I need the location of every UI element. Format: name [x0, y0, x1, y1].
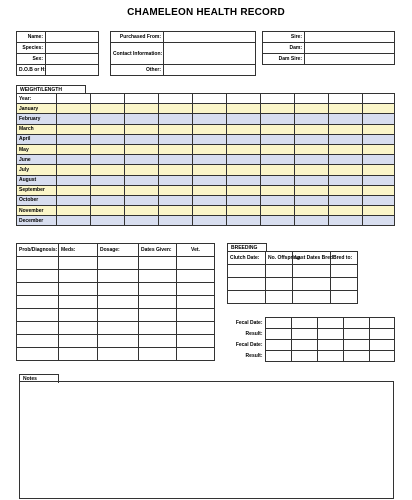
breeding-cell[interactable]	[228, 291, 266, 304]
fecal-cell[interactable]	[317, 340, 343, 351]
fecal-cell[interactable]	[291, 318, 317, 329]
weight-cell[interactable]	[125, 114, 159, 124]
month-label: February	[17, 114, 57, 124]
month-label: May	[17, 144, 57, 154]
fecal-cell[interactable]	[343, 351, 369, 362]
diagnosis-cell[interactable]	[139, 348, 177, 361]
weight-cell[interactable]	[159, 175, 193, 185]
diagnosis-cell[interactable]	[59, 283, 98, 296]
diagnosis-cell[interactable]	[17, 257, 59, 270]
weight-cell[interactable]	[125, 104, 159, 114]
fecal-row-label: Result:	[245, 353, 263, 359]
weight-cell[interactable]	[329, 216, 363, 226]
weight-cell[interactable]	[329, 144, 363, 154]
pet-info-table	[16, 31, 99, 76]
weight-table	[16, 93, 395, 226]
weight-cell[interactable]	[125, 144, 159, 154]
diagnosis-cell[interactable]	[177, 309, 215, 322]
weight-cell[interactable]	[295, 155, 329, 165]
diagnosis-cell[interactable]	[17, 348, 59, 361]
diagnosis-cell[interactable]	[177, 322, 215, 335]
weight-cell[interactable]	[329, 206, 363, 216]
weight-cell[interactable]	[91, 195, 125, 205]
weight-cell[interactable]	[125, 165, 159, 175]
weight-cell[interactable]	[91, 155, 125, 165]
weight-cell[interactable]	[295, 104, 329, 114]
weight-cell[interactable]	[261, 165, 295, 175]
month-label: January	[17, 104, 57, 114]
fecal-row-label: Fecal Date:	[235, 320, 263, 326]
breeding-header: No. Offspring	[266, 252, 293, 265]
weight-cell[interactable]	[125, 155, 159, 165]
dam-sire-field[interactable]	[305, 54, 395, 65]
diagnosis-cell[interactable]	[17, 296, 59, 309]
year-cell[interactable]	[261, 94, 295, 104]
weight-cell[interactable]	[57, 124, 91, 134]
fecal-cell[interactable]	[369, 318, 394, 329]
diagnosis-cell[interactable]	[59, 257, 98, 270]
weight-cell[interactable]	[193, 134, 227, 144]
breeding-cell[interactable]	[228, 265, 266, 278]
breeding-header: Bred to:	[331, 252, 358, 265]
breeding-cell[interactable]	[293, 278, 331, 291]
weight-cell[interactable]	[363, 185, 395, 195]
weight-cell[interactable]	[159, 195, 193, 205]
weight-cell[interactable]	[159, 104, 193, 114]
diagnosis-cell[interactable]	[98, 283, 139, 296]
weight-cell[interactable]	[261, 155, 295, 165]
weight-cell[interactable]	[193, 124, 227, 134]
other-field[interactable]	[164, 65, 256, 76]
weight-cell[interactable]	[159, 216, 193, 226]
breeding-cell[interactable]	[266, 278, 293, 291]
notes-tab: Notes	[19, 374, 59, 383]
fecal-cell[interactable]	[317, 329, 343, 340]
weight-cell[interactable]	[57, 104, 91, 114]
weight-cell[interactable]	[363, 134, 395, 144]
weight-cell[interactable]	[295, 134, 329, 144]
sex-field[interactable]	[46, 54, 99, 65]
weight-cell[interactable]	[363, 195, 395, 205]
fecal-cell[interactable]	[343, 340, 369, 351]
diagnosis-cell[interactable]	[98, 296, 139, 309]
weight-cell[interactable]	[159, 185, 193, 195]
weight-cell[interactable]	[125, 206, 159, 216]
weight-cell[interactable]	[91, 175, 125, 185]
weight-cell[interactable]	[363, 216, 395, 226]
sire-label: Sire:	[263, 32, 305, 43]
breeding-cell[interactable]	[228, 278, 266, 291]
weight-cell[interactable]	[193, 155, 227, 165]
year-cell[interactable]	[57, 94, 91, 104]
year-cell[interactable]	[295, 94, 329, 104]
weight-cell[interactable]	[227, 175, 261, 185]
weight-cell[interactable]	[193, 216, 227, 226]
diagnosis-cell[interactable]	[17, 309, 59, 322]
fecal-cell[interactable]	[265, 329, 291, 340]
diagnosis-cell[interactable]	[98, 322, 139, 335]
breeding-table	[227, 251, 358, 304]
fecal-cell[interactable]	[265, 318, 291, 329]
diagnosis-cell[interactable]	[59, 270, 98, 283]
weight-cell[interactable]	[363, 165, 395, 175]
month-label: July	[17, 165, 57, 175]
year-cell[interactable]	[363, 94, 395, 104]
diagnosis-header: Vet.	[177, 244, 215, 257]
breeding-cell[interactable]	[266, 265, 293, 278]
page-title: CHAMELEON HEALTH RECORD	[127, 7, 285, 18]
weight-cell[interactable]	[227, 155, 261, 165]
weight-cell[interactable]	[159, 155, 193, 165]
weight-cell[interactable]	[125, 195, 159, 205]
weight-cell[interactable]	[57, 155, 91, 165]
weight-cell[interactable]	[295, 195, 329, 205]
weight-cell[interactable]	[363, 144, 395, 154]
year-cell[interactable]	[329, 94, 363, 104]
weight-cell[interactable]	[295, 216, 329, 226]
diagnosis-cell[interactable]	[139, 257, 177, 270]
diagnosis-header: Dosage:	[98, 244, 139, 257]
weight-cell[interactable]	[125, 175, 159, 185]
weight-cell[interactable]	[125, 124, 159, 134]
weight-cell[interactable]	[329, 185, 363, 195]
weight-cell[interactable]	[91, 185, 125, 195]
breeding-cell[interactable]	[331, 278, 358, 291]
diagnosis-cell[interactable]	[177, 283, 215, 296]
fecal-cell[interactable]	[265, 340, 291, 351]
diagnosis-header: Meds:	[59, 244, 98, 257]
breeding-cell[interactable]	[331, 291, 358, 304]
weight-cell[interactable]	[363, 175, 395, 185]
dob-label: D.O.B or H:	[17, 65, 46, 76]
contact-info-label: Contact Information:	[111, 43, 164, 65]
weight-cell[interactable]	[193, 195, 227, 205]
diagnosis-cell[interactable]	[177, 296, 215, 309]
weight-cell[interactable]	[295, 144, 329, 154]
month-label: November	[17, 206, 57, 216]
diagnosis-cell[interactable]	[177, 257, 215, 270]
weight-cell[interactable]	[329, 165, 363, 175]
weight-cell[interactable]	[329, 124, 363, 134]
weight-cell[interactable]	[227, 195, 261, 205]
diagnosis-cell[interactable]	[98, 270, 139, 283]
weight-cell[interactable]	[57, 114, 91, 124]
weight-cell[interactable]	[159, 124, 193, 134]
weight-cell[interactable]	[295, 185, 329, 195]
weight-cell[interactable]	[91, 104, 125, 114]
diagnosis-cell[interactable]	[139, 309, 177, 322]
weight-cell[interactable]	[295, 165, 329, 175]
diagnosis-cell[interactable]	[98, 309, 139, 322]
weight-cell[interactable]	[363, 124, 395, 134]
diagnosis-cell[interactable]	[139, 296, 177, 309]
fecal-cell[interactable]	[291, 340, 317, 351]
weight-cell[interactable]	[57, 165, 91, 175]
fecal-cell[interactable]	[369, 329, 394, 340]
species-field[interactable]	[46, 43, 99, 54]
weight-cell[interactable]	[57, 185, 91, 195]
parents-table	[262, 31, 395, 65]
weight-cell[interactable]	[159, 134, 193, 144]
weight-cell[interactable]	[57, 216, 91, 226]
weight-cell[interactable]	[193, 185, 227, 195]
fecal-row-label: Result:	[245, 331, 263, 337]
dam-field[interactable]	[305, 43, 395, 54]
weight-cell[interactable]	[261, 195, 295, 205]
dam-sire-label: Dam Sire:	[263, 54, 305, 65]
weight-cell[interactable]	[91, 134, 125, 144]
fecal-cell[interactable]	[343, 329, 369, 340]
weight-cell[interactable]	[91, 165, 125, 175]
weight-cell[interactable]	[193, 144, 227, 154]
weight-cell[interactable]	[261, 124, 295, 134]
weight-cell[interactable]	[57, 195, 91, 205]
weight-cell[interactable]	[125, 216, 159, 226]
weight-cell[interactable]	[363, 155, 395, 165]
weight-cell[interactable]	[227, 114, 261, 124]
diagnosis-cell[interactable]	[59, 335, 98, 348]
contact-info-field[interactable]	[164, 43, 256, 65]
year-cell[interactable]	[125, 94, 159, 104]
fecal-cell[interactable]	[291, 329, 317, 340]
diagnosis-cell[interactable]	[139, 335, 177, 348]
weight-cell[interactable]	[261, 206, 295, 216]
month-label: June	[17, 155, 57, 165]
weight-cell[interactable]	[91, 216, 125, 226]
weight-cell[interactable]	[261, 104, 295, 114]
weight-cell[interactable]	[295, 175, 329, 185]
weight-cell[interactable]	[57, 206, 91, 216]
weight-cell[interactable]	[261, 185, 295, 195]
weight-cell[interactable]	[329, 175, 363, 185]
diagnosis-cell[interactable]	[17, 270, 59, 283]
diagnosis-header: Prob/Diagnosis:	[17, 244, 59, 257]
diagnosis-cell[interactable]	[17, 335, 59, 348]
breeding-header: Last Dates Bred:	[293, 252, 331, 265]
diagnosis-cell[interactable]	[177, 335, 215, 348]
weight-cell[interactable]	[159, 206, 193, 216]
diagnosis-cell[interactable]	[59, 296, 98, 309]
sex-label: Sex:	[17, 54, 46, 65]
breeding-tab: BREEDING	[227, 243, 267, 252]
notes-area[interactable]	[19, 381, 394, 499]
fecal-table	[227, 317, 395, 362]
breeding-cell[interactable]	[293, 291, 331, 304]
fecal-cell[interactable]	[369, 340, 394, 351]
diagnosis-cell[interactable]	[98, 257, 139, 270]
weight-cell[interactable]	[227, 144, 261, 154]
diagnosis-table	[16, 243, 215, 361]
weight-cell[interactable]	[193, 104, 227, 114]
diagnosis-cell[interactable]	[98, 335, 139, 348]
weight-cell[interactable]	[363, 114, 395, 124]
purchased-from-field[interactable]	[164, 32, 256, 43]
weight-cell[interactable]	[329, 134, 363, 144]
weight-cell[interactable]	[159, 165, 193, 175]
weight-tab: WEIGHT/LENGTH	[16, 85, 86, 94]
weight-cell[interactable]	[193, 165, 227, 175]
purchased-from-label: Purchased From:	[111, 32, 164, 43]
year-label: Year:	[17, 94, 57, 104]
dob-field[interactable]	[46, 65, 99, 76]
weight-cell[interactable]	[227, 104, 261, 114]
weight-cell[interactable]	[261, 144, 295, 154]
weight-cell[interactable]	[193, 114, 227, 124]
diagnosis-cell[interactable]	[59, 309, 98, 322]
weight-cell[interactable]	[227, 216, 261, 226]
month-label: March	[17, 124, 57, 134]
diagnosis-cell[interactable]	[139, 283, 177, 296]
fecal-row-label: Fecal Date:	[235, 342, 263, 348]
weight-cell[interactable]	[363, 206, 395, 216]
month-label: December	[17, 216, 57, 226]
month-label: April	[17, 134, 57, 144]
year-cell[interactable]	[159, 94, 193, 104]
diagnosis-cell[interactable]	[17, 322, 59, 335]
weight-cell[interactable]	[91, 144, 125, 154]
weight-cell[interactable]	[159, 114, 193, 124]
weight-cell[interactable]	[329, 195, 363, 205]
weight-cell[interactable]	[261, 175, 295, 185]
diagnosis-cell[interactable]	[139, 322, 177, 335]
year-cell[interactable]	[193, 94, 227, 104]
weight-cell[interactable]	[57, 144, 91, 154]
weight-cell[interactable]	[227, 185, 261, 195]
diagnosis-cell[interactable]	[59, 322, 98, 335]
weight-cell[interactable]	[227, 206, 261, 216]
diagnosis-header: Dates Given:	[139, 244, 177, 257]
month-label: October	[17, 195, 57, 205]
weight-cell[interactable]	[329, 104, 363, 114]
weight-cell[interactable]	[261, 134, 295, 144]
weight-cell[interactable]	[125, 185, 159, 195]
fecal-cell[interactable]	[265, 351, 291, 362]
weight-cell[interactable]	[261, 114, 295, 124]
fecal-cell[interactable]	[291, 351, 317, 362]
dam-label: Dam:	[263, 43, 305, 54]
weight-cell[interactable]	[227, 134, 261, 144]
weight-cell[interactable]	[91, 114, 125, 124]
sire-field[interactable]	[305, 32, 395, 43]
diagnosis-cell[interactable]	[98, 348, 139, 361]
year-cell[interactable]	[91, 94, 125, 104]
breeding-cell[interactable]	[293, 265, 331, 278]
weight-cell[interactable]	[159, 144, 193, 154]
weight-cell[interactable]	[57, 175, 91, 185]
breeding-cell[interactable]	[266, 291, 293, 304]
weight-cell[interactable]	[193, 206, 227, 216]
weight-cell[interactable]	[125, 134, 159, 144]
breeding-cell[interactable]	[331, 265, 358, 278]
weight-cell[interactable]	[363, 104, 395, 114]
fecal-cell[interactable]	[343, 318, 369, 329]
year-cell[interactable]	[227, 94, 261, 104]
species-label: Species:	[17, 43, 46, 54]
diagnosis-cell[interactable]	[139, 270, 177, 283]
weight-cell[interactable]	[295, 206, 329, 216]
diagnosis-cell[interactable]	[177, 348, 215, 361]
diagnosis-cell[interactable]	[177, 270, 215, 283]
month-label: August	[17, 175, 57, 185]
fecal-cell[interactable]	[317, 318, 343, 329]
weight-cell[interactable]	[295, 114, 329, 124]
weight-cell[interactable]	[227, 165, 261, 175]
fecal-cell[interactable]	[369, 351, 394, 362]
diagnosis-cell[interactable]	[59, 348, 98, 361]
weight-cell[interactable]	[91, 206, 125, 216]
month-label: September	[17, 185, 57, 195]
name-field[interactable]	[46, 32, 99, 43]
weight-cell[interactable]	[329, 114, 363, 124]
weight-cell[interactable]	[57, 134, 91, 144]
weight-cell[interactable]	[329, 155, 363, 165]
fecal-cell[interactable]	[317, 351, 343, 362]
other-label: Other:	[111, 65, 164, 76]
weight-cell[interactable]	[91, 124, 125, 134]
weight-cell[interactable]	[227, 124, 261, 134]
weight-cell[interactable]	[193, 175, 227, 185]
weight-cell[interactable]	[295, 124, 329, 134]
diagnosis-cell[interactable]	[17, 283, 59, 296]
name-label: Name:	[17, 32, 46, 43]
purchase-info-table	[110, 31, 256, 76]
breeding-header: Clutch Date:	[228, 252, 266, 265]
weight-cell[interactable]	[261, 216, 295, 226]
